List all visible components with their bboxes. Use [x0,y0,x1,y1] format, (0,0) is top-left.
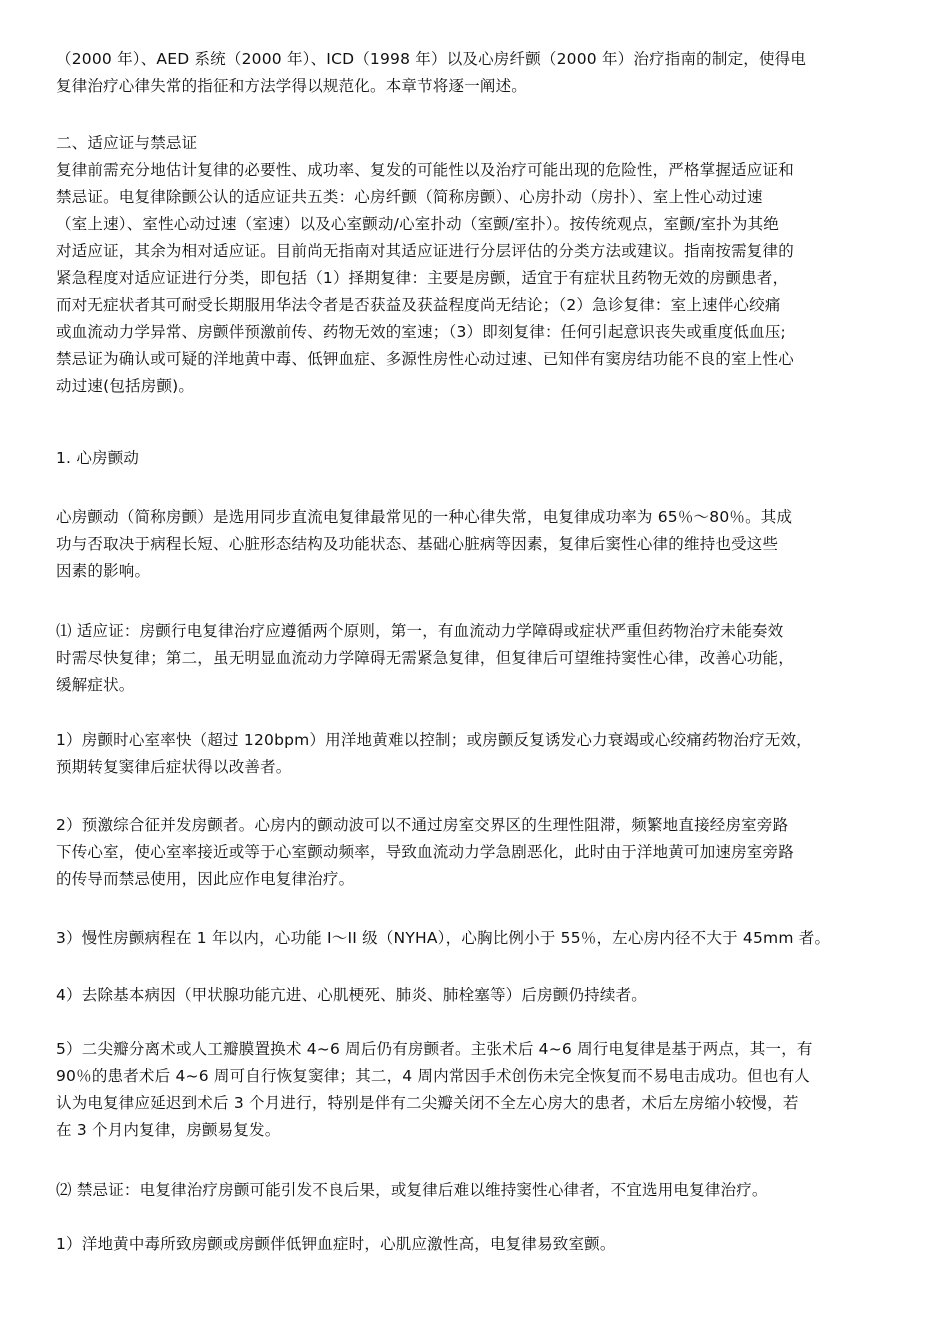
contraindications-paragraph [56,1177,906,1204]
af-intro-paragraph [56,504,906,585]
section-indications-contraindications [56,130,906,400]
intro-paragraph [56,46,906,100]
text-line: 4）去除基本病因（甲状腺功能亢进、心肌梗死、肺炎、肺栓塞等）后房颤仍持续者。 [56,986,647,1004]
text-line: 对适应证，其余为相对适应证。目前尚无指南对其适应证进行分层评估的分类方法或建议。指南按需复律的 [56,242,794,260]
text-line: 的传导而禁忌使用，因此应作电复律治疗。 [56,870,355,888]
text-line: 5）二尖瓣分离术或人工瓣膜置换术 4~6 周后仍有房颤者。主张术后 4~6 周行电复律是基于两点，其一，有 [56,1040,813,1058]
contraindication-item-1 [56,1231,906,1258]
text-line: （2000 年）、AED 系统（2000 年）、ICD（1998 年）以及心房纤颤（2000 年）治疗指南的制定，使得电 [56,50,807,68]
text-line: 时需尽快复律；第二，虽无明显血流动力学障碍无需紧急复律，但复律后可望维持窦性心律，改善心功能， [56,649,794,667]
indication-item-1 [56,727,906,781]
subsection-heading: 1. 心房颤动 [56,449,140,467]
text-line: 或血流动力学异常、房颤伴预激前传、药物无效的室速；（3）即刻复律：任何引起意识丧失或重度低血压; [56,323,786,341]
indication-item-3 [56,925,906,952]
text-line: 功与否取决于病程长短、心脏形态结构及功能状态、基础心脏病等因素，复律后窦性心律的维持也受这些 [56,535,779,553]
text-line: ⑴ 适应证：房颤行电复律治疗应遵循两个原则，第一，有血流动力学障碍或症状严重但药物治疗未能奏效 [56,622,784,640]
text-line: 下传心室，使心室率接近或等于心室颤动频率，导致血流动力学急剧恶化，此时由于洋地黄可加速房室旁路 [56,843,794,861]
text-line: 禁忌证。电复律除颤公认的适应证共五类：心房纤颤（简称房颤）、心房扑动（房扑）、室上性心动过速 [56,188,763,206]
text-line: 预期转复窦律后症状得以改善者。 [56,758,292,776]
indication-item-4 [56,982,906,1009]
section-heading: 二、适应证与禁忌证 [56,134,198,152]
text-line: 动过速(包括房颤)。 [56,377,195,395]
text-line: 因素的影响。 [56,562,151,580]
text-line: 心房颤动（简称房颤）是选用同步直流电复律最常见的一种心律失常，电复律成功率为 65％～80％。其成 [56,508,793,526]
text-line: 复律治疗心律失常的指征和方法学得以规范化。本章节将逐一阐述。 [56,77,528,95]
text-line: 禁忌证为确认或可疑的洋地黄中毒、低钾血症、多源性房性心动过速、已知伴有窦房结功能不良的室上性心 [56,350,794,368]
text-line: 1）洋地黄中毒所致房颤或房颤伴低钾血症时，心肌应激性高，电复律易致室颤。 [56,1235,616,1253]
text-line: 认为电复律应延迟到术后 3 个月进行，特别是伴有二尖瓣关闭不全左心房大的患者，术后左房缩小较慢，若 [56,1094,799,1112]
heading-atrial-fibrillation [56,445,906,472]
text-line: 1）房颤时心室率快（超过 120bpm）用洋地黄难以控制；或房颤反复诱发心力衰竭或心绞痛药物治疗无效， [56,731,812,749]
text-line: 而对无症状者其可耐受长期服用华法令者是否获益及获益程度尚无结论；（2）急诊复律：室上速伴心绞痛 [56,296,781,314]
text-line: 复律前需充分地估计复律的必要性、成功率、复发的可能性以及治疗可能出现的危险性，严格掌握适应证和 [56,161,794,179]
indication-item-2 [56,812,906,893]
text-line: 2）预激综合征并发房颤者。心房内的颤动波可以不通过房室交界区的生理性阻滞，频繁地直接经房室旁路 [56,816,789,834]
text-line: ⑵ 禁忌证：电复律治疗房颤可能引发不良后果，或复律后难以维持窦性心律者，不宜选用电复律治疗。 [56,1181,768,1199]
text-line: 90％的患者术后 4~6 周可自行恢复窦律；其二，4 周内常因手术创伤未完全恢复而不易电击成功。但也有人 [56,1067,810,1085]
text-line: 3）慢性房颤病程在 1 年以内，心功能 I～II 级（NYHA），心胸比例小于 55％，左心房内径不大于 45mm 者。 [56,929,831,947]
indications-paragraph [56,618,906,699]
text-line: 缓解症状。 [56,676,135,694]
indication-item-5 [56,1036,906,1144]
text-line: （室上速）、室性心动过速（室速）以及心室颤动/心室扑动（室颤/室扑）。按传统观点，室颤/室扑为其绝 [56,215,779,233]
text-line: 在 3 个月内复律，房颤易复发。 [56,1121,281,1139]
text-line: 紧急程度对适应证进行分类，即包括（1）择期复律：主要是房颤，适宜于有症状且药物无效的房颤患者， [56,269,789,287]
